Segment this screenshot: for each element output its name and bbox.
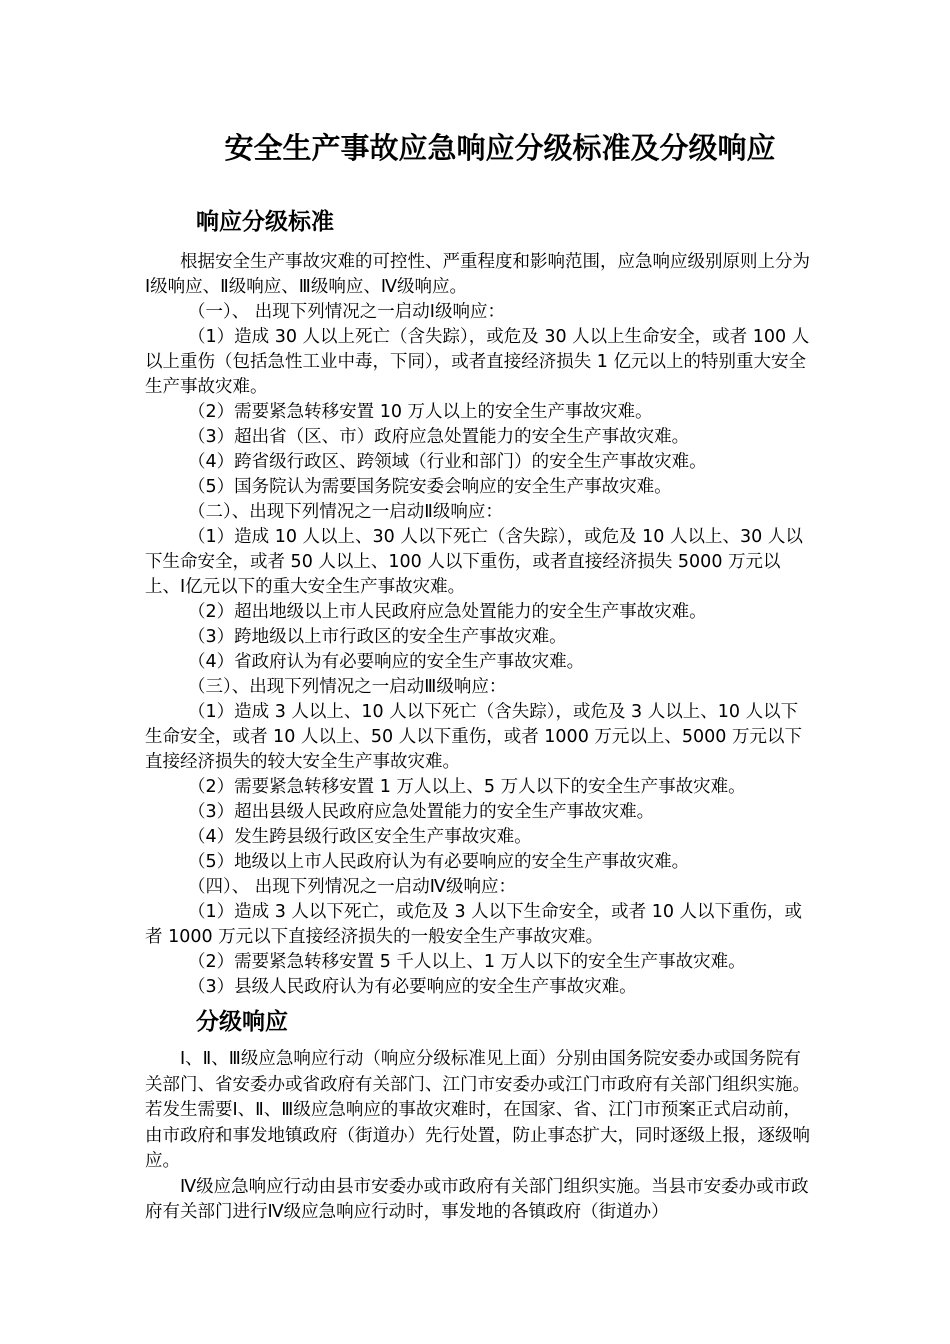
page-title: 安全生产事故应急响应分级标准及分级响应	[224, 131, 776, 165]
paragraph: （三）、出现下列情况之一启动Ⅲ级响应：	[188, 677, 507, 697]
section-heading-graded-response: 分级响应	[196, 1009, 288, 1035]
paragraph: （4）跨省级行政区、跨领域（行业和部门）的安全生产事故灾难。	[188, 452, 707, 472]
paragraph: （4）省政府认为有必要响应的安全生产事故灾难。	[188, 652, 585, 672]
paragraph: （1）造成 3 人以下死亡，或危及 3 人以下生命安全，或者 10 人以下重伤，或者 1000 万元以下直接经济损失的一般安全生产事故灾难。	[145, 902, 803, 947]
section-body-response-level-standard	[145, 250, 815, 1000]
paragraph: （3）跨地级以上市行政区的安全生产事故灾难。	[188, 627, 567, 647]
paragraph: （2）需要紧急转移安置 10 万人以上的安全生产事故灾难。	[188, 402, 653, 422]
paragraph: （3）超出省（区、市）政府应急处置能力的安全生产事故灾难。	[188, 427, 690, 447]
paragraph: （1）造成 30 人以上死亡（含失踪），或危及 30 人以上生命安全，或者 100 人以上重伤（包括急性工业中毒，下同），或者直接经济损失 1 亿元以上的特别重大安全生产事故灾难。	[145, 327, 810, 397]
section-body-graded-response	[145, 1047, 815, 1226]
paragraph: （4）发生跨县级行政区安全生产事故灾难。	[188, 827, 532, 847]
paragraph: （3）超出县级人民政府应急处置能力的安全生产事故灾难。	[188, 802, 655, 822]
paragraph: （5）地级以上市人民政府认为有必要响应的安全生产事故灾难。	[188, 852, 690, 872]
paragraph: （2）需要紧急转移安置 1 万人以上、5 万人以下的安全生产事故灾难。	[188, 777, 746, 797]
paragraph: 根据安全生产事故灾难的可控性、严重程度和影响范围，应急响应级别原则上分为Ⅰ级响应、Ⅱ级响应、Ⅲ级响应、Ⅳ级响应。	[145, 252, 810, 297]
paragraph: （1）造成 3 人以上、10 人以下死亡（含失踪），或危及 3 人以上、10 人以下生命安全，或者 10 人以上、50 人以下重伤，或者 1000 万元以上、5000 万元以下直接经济损失的较大安全生产事故灾难。	[145, 702, 802, 772]
paragraph: （1）造成 10 人以上、30 人以下死亡（含失踪），或危及 10 人以上、30 人以下生命安全，或者 50 人以上、100 人以下重伤，或者直接经济损失 5000 万元以上、Ⅰ亿元以下的重大安全生产事故灾难。	[145, 527, 803, 597]
paragraph: （3）县级人民政府认为有必要响应的安全生产事故灾难。	[188, 977, 637, 997]
paragraph: Ⅳ级应急响应行动由县市安委办或市政府有关部门组织实施。当县市安委办或市政府有关部门进行Ⅳ级应急响应行动时，事发地的各镇政府（街道办）	[145, 1176, 809, 1222]
paragraph: （5）国务院认为需要国务院安委会响应的安全生产事故灾难。	[188, 477, 672, 497]
paragraph: （一）、 出现下列情况之一启动Ⅰ级响应：	[188, 302, 505, 322]
paragraph: Ⅰ、Ⅱ、Ⅲ级应急响应行动（响应分级标准见上面）分别由国务院安委办或国务院有关部门、省安委办或省政府有关部门、江门市安委办或江门市政府有关部门组织实施。若发生需要Ⅰ、Ⅱ、Ⅲ级应急响应的事故灾难时，在国家、省、江门市预案正式启动前，由市政府和事发地镇政府（街道办）先行处置，防止事态扩大，同时逐级上报，逐级响应。	[145, 1049, 810, 1171]
paragraph: （2）超出地级以上市人民政府应急处置能力的安全生产事故灾难。	[188, 602, 707, 622]
paragraph: （二）、出现下列情况之一启动Ⅱ级响应：	[188, 502, 503, 522]
paragraph: （四）、 出现下列情况之一启动Ⅳ级响应：	[188, 877, 516, 897]
section-heading-response-level-standard: 响应分级标准	[196, 209, 334, 235]
paragraph: （2）需要紧急转移安置 5 千人以上、1 万人以下的安全生产事故灾难。	[188, 952, 746, 972]
